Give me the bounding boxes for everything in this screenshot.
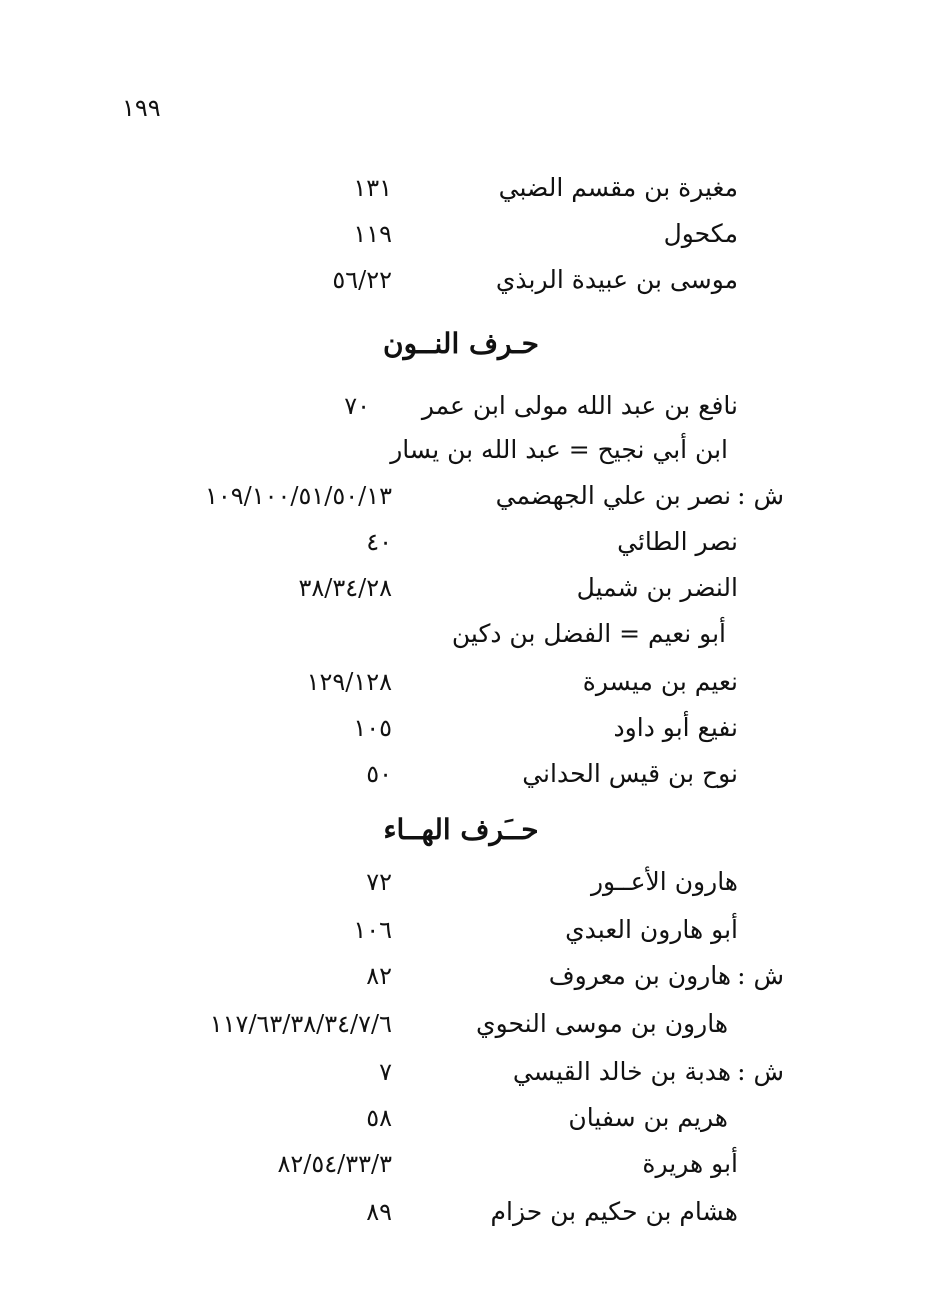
entry-pages: ٨٩ xyxy=(366,1198,392,1226)
entry-name: هدبة بن خالد القيسي xyxy=(512,1057,732,1086)
entry-pages: ٥٠ xyxy=(366,760,392,788)
index-entry xyxy=(0,1144,934,1188)
cross-reference-entry xyxy=(0,430,934,474)
entry-name: نافع بن عبد الله مولى ابن عمر xyxy=(421,391,738,420)
entry-name: موسى بن عبيدة الربذي xyxy=(495,265,738,294)
entry-name: النضر بن شميل xyxy=(576,573,738,602)
cross-reference: أبو نعيم = الفضل بن دكين xyxy=(451,619,726,648)
index-entry xyxy=(0,1004,934,1048)
entry-name-with-marker xyxy=(549,956,784,996)
index-entry xyxy=(0,214,934,258)
entry-pages: ٥٨ xyxy=(366,1104,392,1132)
section-heading-text: حــَرف الهــاء xyxy=(383,813,539,846)
page-number: ١٩٩ xyxy=(122,94,161,122)
section-heading-text: حـرف النــون xyxy=(383,327,539,360)
entry-pages: ٤٠ xyxy=(366,528,392,556)
entry-name: هارون بن معروف xyxy=(548,961,732,990)
entry-pages: ١٠٦ xyxy=(353,916,392,944)
entry-name: أبو هارون العبدي xyxy=(565,915,738,944)
index-entry xyxy=(0,1052,934,1096)
index-entry xyxy=(0,862,934,906)
index-entry xyxy=(0,910,934,954)
entry-pages: ٨٢/٥٤/٣٣/٣ xyxy=(277,1150,392,1178)
index-entry xyxy=(0,956,934,1000)
entry-marker: ش : xyxy=(737,481,784,510)
cross-reference-entry xyxy=(0,614,934,658)
index-entry xyxy=(0,754,934,798)
index-entry xyxy=(0,476,934,520)
entry-pages: ٧ xyxy=(379,1058,392,1086)
entry-name-with-marker xyxy=(513,1052,784,1092)
entry-marker: ش : xyxy=(737,1057,784,1086)
index-entry xyxy=(0,260,934,304)
entry-name: مكحول xyxy=(663,219,738,248)
section-heading-nun xyxy=(0,322,934,366)
entry-name: هارون بن موسى النحوي xyxy=(476,1009,728,1038)
cross-reference: ابن أبي نجيح = عبد الله بن يسار xyxy=(390,435,728,464)
entry-name: نفيع أبو داود xyxy=(613,713,738,742)
entry-name-with-marker xyxy=(496,476,784,516)
section-heading-ha xyxy=(0,808,934,852)
entry-pages: ١١٧/٦٣/٣٨/٣٤/٧/٦ xyxy=(209,1010,392,1038)
entry-name: مغيرة بن مقسم الضبي xyxy=(498,173,738,202)
index-entry xyxy=(0,168,934,212)
entry-pages: ٧٢ xyxy=(366,868,392,896)
index-entry xyxy=(0,1098,934,1142)
entry-name: هارون الأعــور xyxy=(590,867,738,896)
entry-pages: ١٢٩/١٢٨ xyxy=(306,668,392,696)
index-entry xyxy=(0,568,934,612)
entry-name: هريم بن سفيان xyxy=(568,1103,728,1132)
index-entry xyxy=(0,662,934,706)
entry-pages: ١٣١ xyxy=(353,174,392,202)
entry-name: نعيم بن ميسرة xyxy=(582,667,738,696)
entry-pages: ١٠٥ xyxy=(353,714,392,742)
index-entry xyxy=(0,1192,934,1236)
entry-name: نصر الطائي xyxy=(617,527,738,556)
index-entry xyxy=(0,708,934,752)
entry-pages: ٣٨/٣٤/٢٨ xyxy=(298,574,392,602)
index-entry xyxy=(0,386,934,430)
index-entry xyxy=(0,522,934,566)
entry-name: هشام بن حكيم بن حزام xyxy=(490,1197,738,1226)
entry-pages: ٨٢ xyxy=(366,962,392,990)
entry-name: أبو هريرة xyxy=(642,1149,738,1178)
entry-pages: ١٠٩/١٠٠/٥١/٥٠/١٣ xyxy=(204,482,392,510)
entry-name: نوح بن قيس الحداني xyxy=(522,759,738,788)
entry-name: نصر بن علي الجهضمي xyxy=(495,481,732,510)
entry-pages: ١١٩ xyxy=(353,220,392,248)
entry-pages: ٥٦/٢٢ xyxy=(332,266,392,294)
entry-marker: ش : xyxy=(737,961,784,990)
entry-pages: ٧٠ xyxy=(344,392,370,420)
